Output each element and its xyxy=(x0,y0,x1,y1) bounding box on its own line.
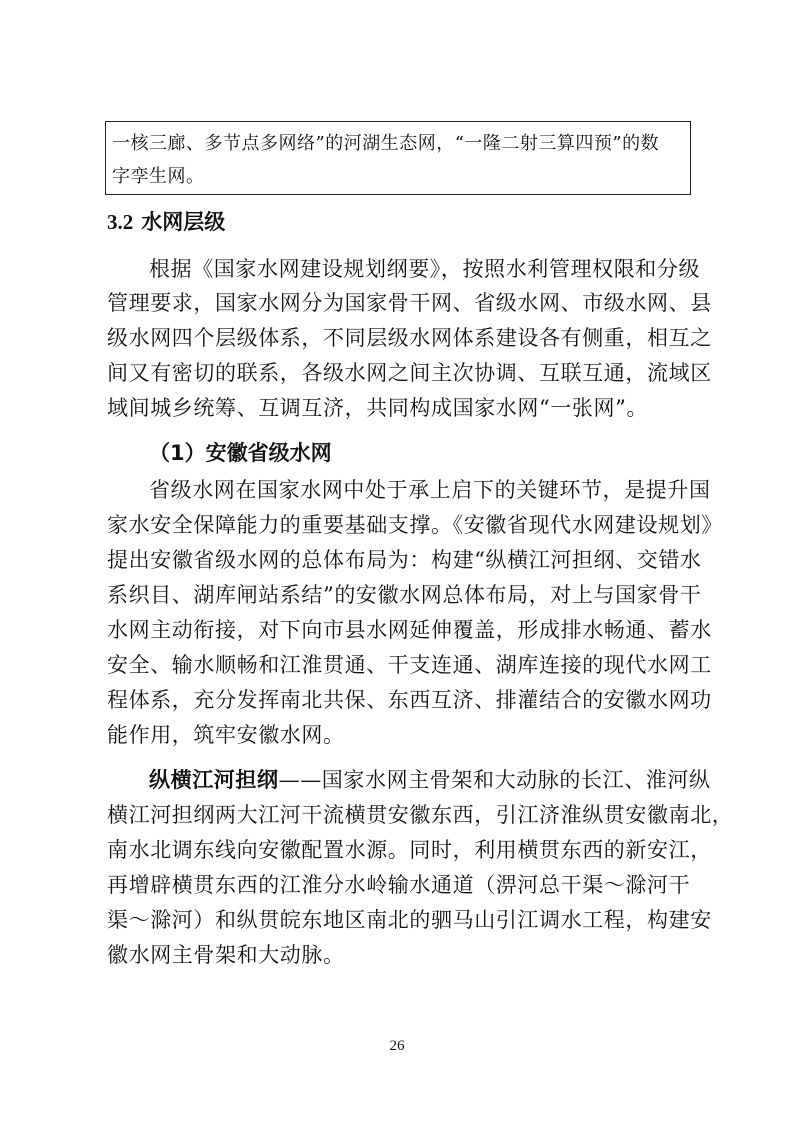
box-text-line-2: 字孪生网。 xyxy=(112,166,205,187)
subheading: （1）安徽省级水网 xyxy=(149,441,332,465)
para1-line-5: 域间城乡统筹、互调互济，共同构成国家水网“一张网”。 xyxy=(107,396,649,420)
para2-line-3: 提出安徽省级水网的总体布局为：构建“纵横江河担纲、交错水 xyxy=(107,548,702,572)
para3-lead-rest: ——国家水网主骨架和大动脉的长江、淮河纵 xyxy=(278,768,711,792)
para3-line-4: 再增辟横贯东西的江淮分水岭输水通道（淠河总干渠～滁河干 xyxy=(107,873,691,897)
para2-line-7: 程体系，充分发挥南北共保、东西互济、排灌结合的安徽水网功 xyxy=(107,688,712,712)
para2-line-5: 水网主动衔接，对下向市县水网延伸覆盖，形成排水畅通、蓄水 xyxy=(107,618,712,642)
para1-line-4: 间又有密切的联系，各级水网之间主次协调、互联互通，流域区 xyxy=(107,361,712,385)
section-number: 3.2 xyxy=(107,210,134,234)
para3-line-6: 徽水网主骨架和大动脉。 xyxy=(107,943,345,967)
para3-line-5: 渠～滁河）和纵贯皖东地区南北的驷马山引江调水工程，构建安 xyxy=(107,908,712,932)
para3-lead-bold: 纵横江河担纲 xyxy=(149,768,279,792)
para3-line-3: 南水北调东线向安徽配置水源。同时，利用横贯东西的新安江， xyxy=(107,838,712,862)
para2-line-2: 家水安全保障能力的重要基础支撑。《安徽省现代水网建设规划》 xyxy=(107,513,723,537)
para2-line-8: 能作用，筑牢安徽水网。 xyxy=(107,723,345,747)
para2-line-6: 安全、输水顺畅和江淮贯通、干支连通、湖库连接的现代水网工 xyxy=(107,653,712,677)
para2-line-1: 省级水网在国家水网中处于承上启下的关键环节，是提升国 xyxy=(149,478,711,502)
para1-line-2: 管理要求，国家水网分为国家骨干网、省级水网、市级水网、县 xyxy=(107,291,712,315)
box-text-line-1: 一核三廊、多节点多网络”的河湖生态网，“一隆二射三算四预”的数 xyxy=(112,133,660,154)
para1-line-1: 根据《国家水网建设规划纲要》，按照水利管理权限和分级 xyxy=(149,257,701,281)
section-heading xyxy=(107,206,225,236)
section-title: 水网层级 xyxy=(141,210,226,234)
page-number: 26 xyxy=(389,1038,405,1054)
para3-line-2: 横江河担纲两大江河干流横贯安徽东西，引江济淮纵贯安徽南北， xyxy=(107,803,734,827)
para1-line-3: 级水网四个层级体系，不同层级水网体系建设各有侧重，相互之 xyxy=(107,326,712,350)
para2-line-4: 系织目、湖库闸站系结”的安徽水网总体布局，对上与国家骨干 xyxy=(107,583,702,607)
para3-line-1 xyxy=(149,767,711,793)
